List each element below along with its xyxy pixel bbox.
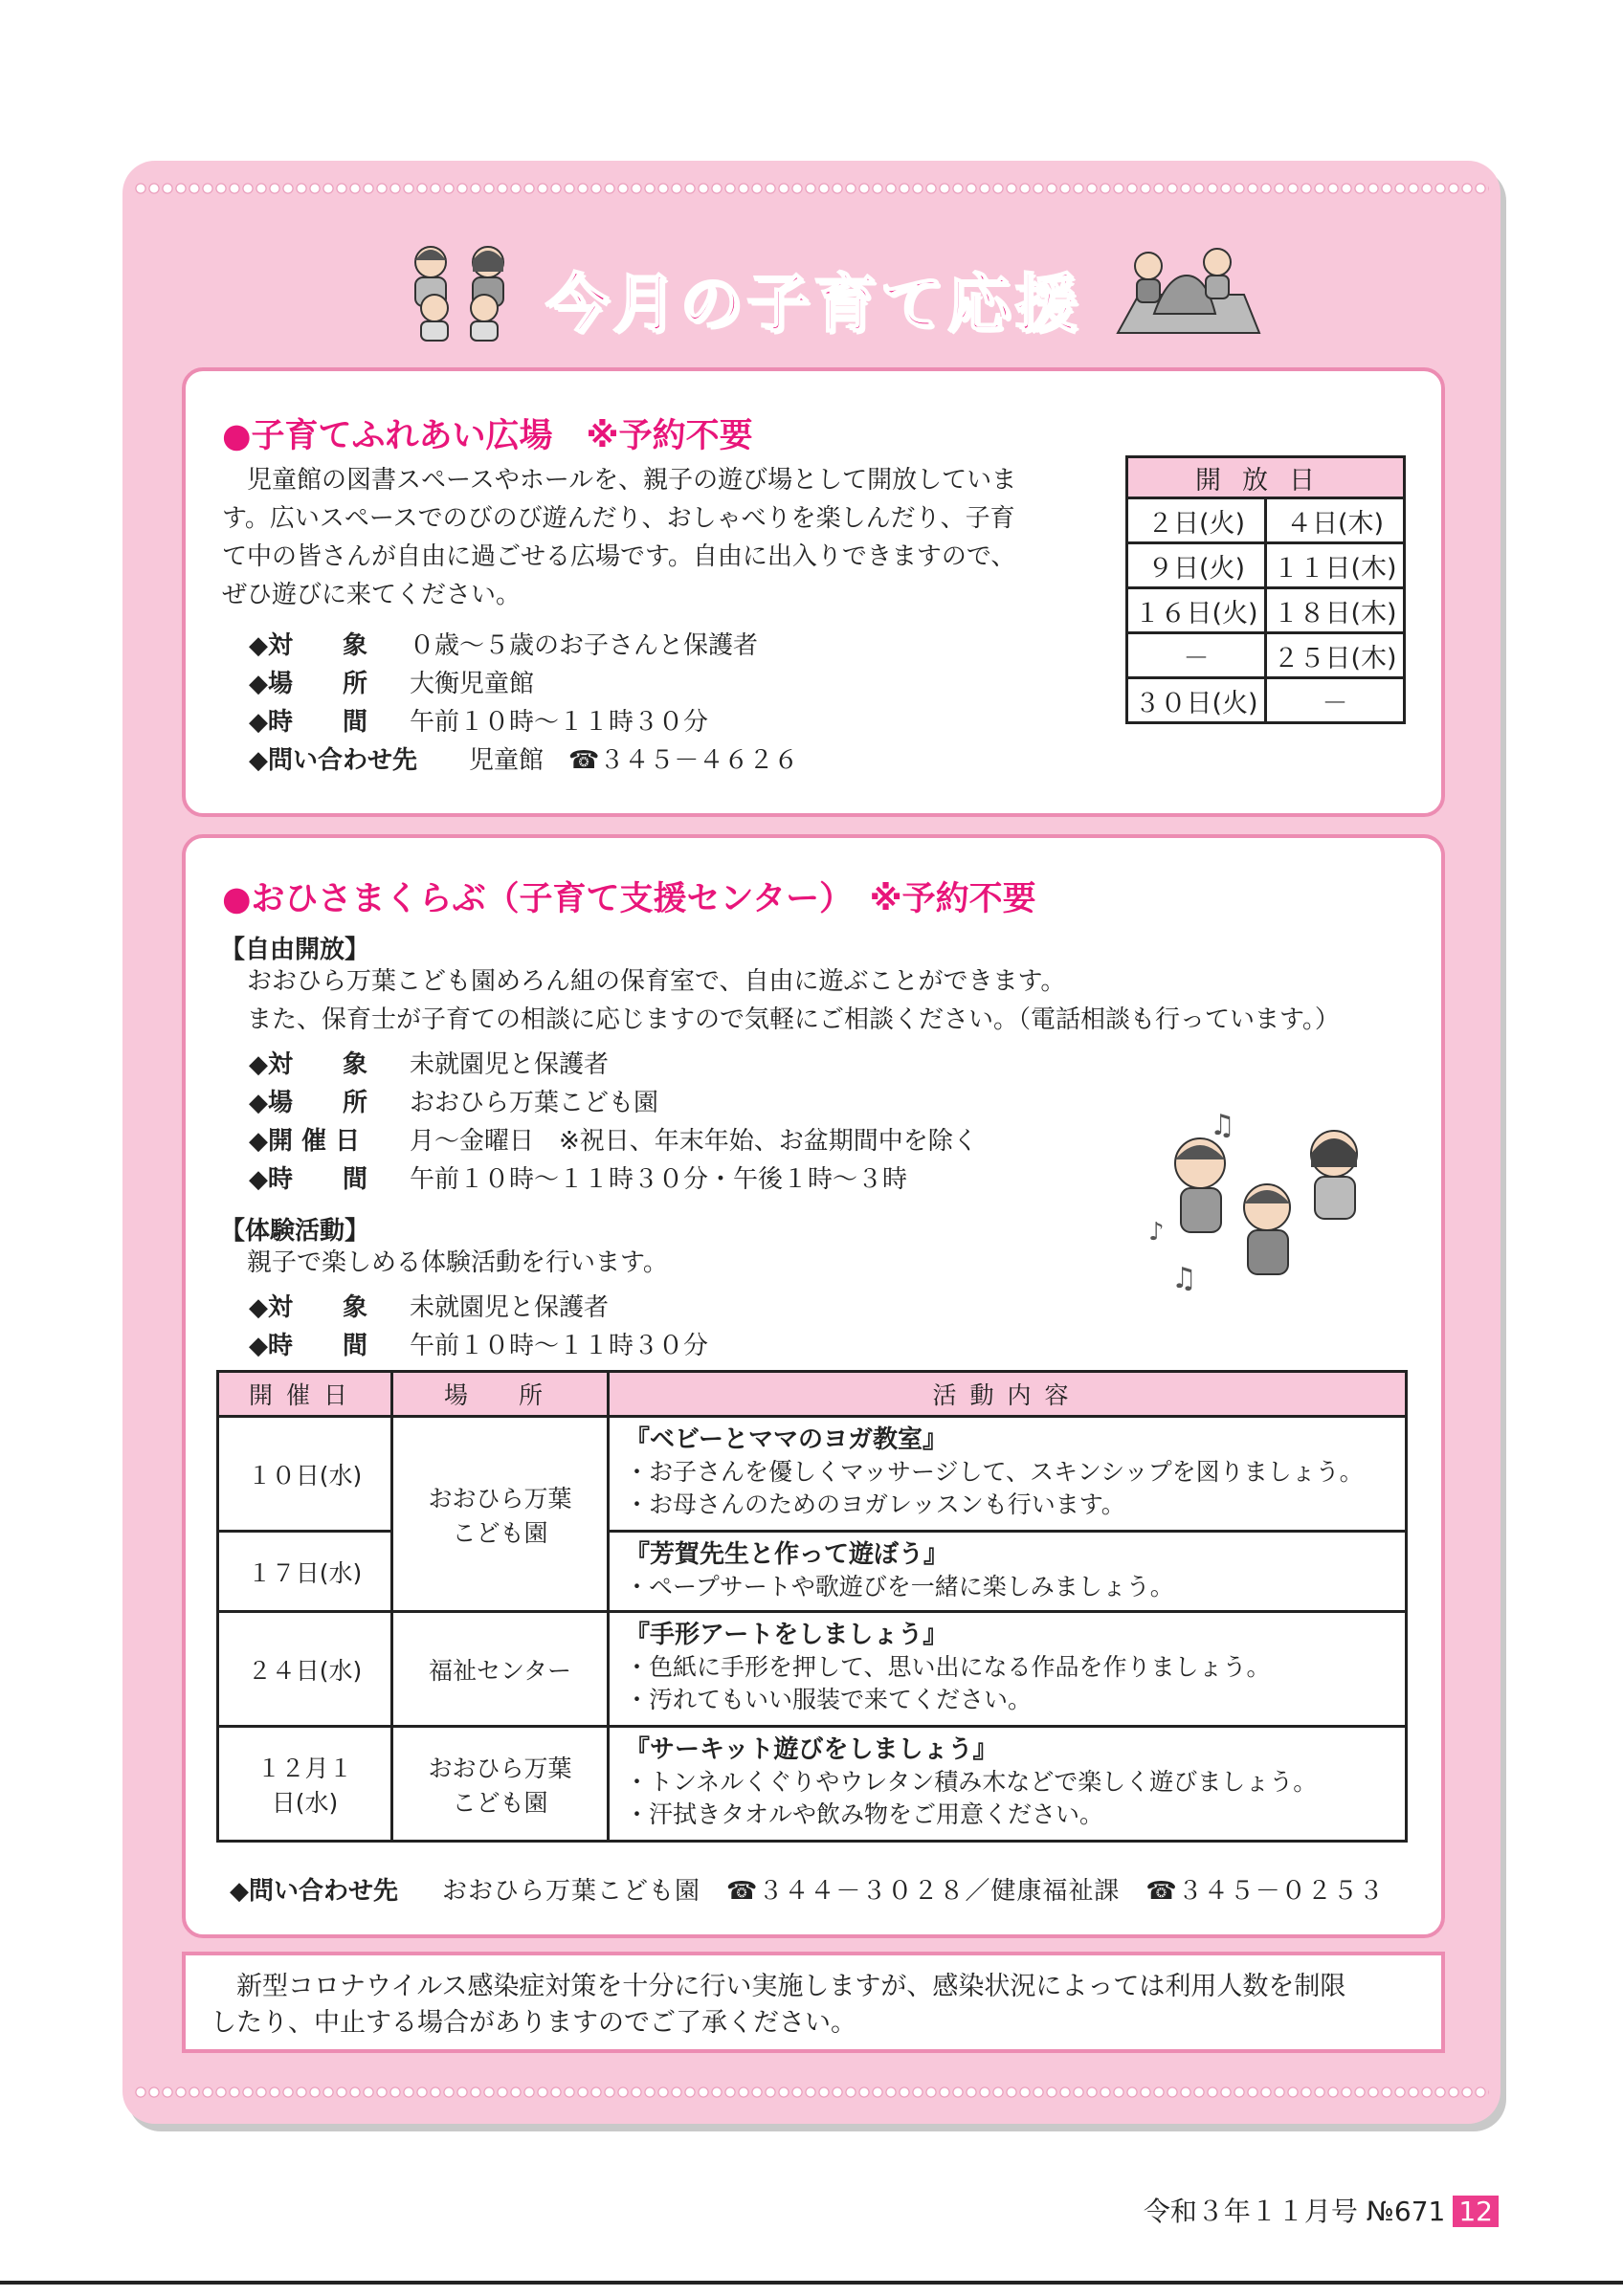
- page-number: 12: [1453, 2196, 1499, 2227]
- activity-cell: 『芳賀先生と作って遊ぼう』 ・ペープサートや歌遊びを一緒に楽しみましょう。: [609, 1532, 1407, 1612]
- column-header-date: 開催日: [218, 1372, 392, 1417]
- table-row: [218, 1417, 1407, 1532]
- column-header-place: 場 所: [392, 1372, 609, 1417]
- column-header-activity: 活動内容: [609, 1372, 1407, 1417]
- detail-target: ◆対 象 ０歳～５歳のお子さんと保護者: [249, 631, 759, 660]
- notice-line: 新型コロナウイルス感染症対策を十分に行い実施しますが、感染状況によっては利用人数を制限: [211, 1972, 1346, 2001]
- exp-detail-time: ◆時 間 午前１０時～１１時３０分: [249, 1332, 709, 1360]
- detail-place: ◆場 所 大衡児童館: [249, 670, 535, 698]
- activity-cell: 『サーキット遊びをしましょう』 ・トンネルくぐりやウレタン積み木などで楽しく遊びましょう。 ・汗拭きタオルや飲み物をご用意ください。: [609, 1727, 1407, 1842]
- open-day-cell: ２５日(木): [1266, 633, 1405, 678]
- place-cell: おおひら万葉こども園: [392, 1727, 609, 1842]
- place-cell: おおひら万葉こども園: [392, 1417, 609, 1612]
- bottom-rule: [0, 2281, 1623, 2285]
- section-heading: ●おひさまくらぶ（子育て支援センター） ※予約不要: [222, 880, 1036, 918]
- open-day-cell: ４日(木): [1266, 498, 1405, 543]
- free-open-title: 【自由開放】: [220, 936, 370, 964]
- bottom-scallop-border: [134, 2086, 1489, 2099]
- family-illustration-icon: [402, 237, 517, 342]
- detail-time: ◆時 間 午前１０時～１１時３０分: [249, 708, 709, 737]
- page-footer: [1144, 2191, 1499, 2229]
- description: [222, 461, 1016, 614]
- notice-line: したり、中止する場合がありますのでご了承ください。: [211, 2008, 856, 2038]
- date-cell: １７日(水): [218, 1532, 392, 1612]
- table-row: [218, 1727, 1407, 1842]
- covid-notice-panel: [182, 1952, 1445, 2053]
- open-day-cell: １６日(火): [1127, 588, 1266, 633]
- notice-text: [211, 1969, 1345, 2042]
- open-day-cell: ２日(火): [1127, 498, 1266, 543]
- date-cell: １０日(水): [218, 1417, 392, 1532]
- contact-row: ◆問い合わせ先 おおひら万葉こども園 ☎３４４－３０２８／健康福祉課 ☎３４５－０２５３: [230, 1877, 1385, 1906]
- issue-label: 令和３年１１月号 №671: [1143, 2196, 1446, 2227]
- experience-title: 【体験活動】: [220, 1217, 370, 1246]
- open-day-cell: ３０日(火): [1127, 678, 1266, 723]
- free-detail-days: ◆開 催 日 月～金曜日 ※祝日、年末年始、お盆期間中を除く: [249, 1127, 978, 1156]
- description-line: て中の皆さんが自由に過ごせる広場です。自由に出入りできますので、: [222, 542, 1016, 571]
- open-days-header: 開放日: [1127, 457, 1405, 498]
- svg-text:♪: ♪: [1148, 1218, 1165, 1247]
- description-line: す。広いスペースでのびのび遊んだり、おしゃべりを楽しんだり、子育: [222, 504, 1015, 533]
- place-cell: 福祉センター: [392, 1612, 609, 1727]
- date-cell: ２４日(水): [218, 1612, 392, 1727]
- open-day-cell: －: [1127, 633, 1266, 678]
- open-day-cell: －: [1266, 678, 1405, 723]
- experience-description: 親子で楽しめる体験活動を行います。: [247, 1248, 668, 1277]
- free-detail-place: ◆場 所 おおひら万葉こども園: [249, 1089, 659, 1117]
- svg-text:♫: ♫: [1210, 1109, 1235, 1142]
- description-line: また、保育士が子育ての相談に応じますので気軽にご相談ください。（電話相談も行っています。）: [247, 1005, 1340, 1034]
- table-row: [218, 1612, 1407, 1727]
- dancing-children-illustration-icon: [1143, 1096, 1401, 1297]
- activities-table: [216, 1370, 1408, 1843]
- section-heading: ●子育てふれあい広場 ※予約不要: [222, 417, 753, 455]
- title-row: [0, 237, 1623, 342]
- open-days-table: [1125, 455, 1406, 724]
- description-line: ぜひ遊びに来てください。: [222, 581, 522, 609]
- description-line: おおひら万葉こども園めろん組の保育室で、自由に遊ぶことができます。: [247, 967, 1066, 996]
- top-scallop-border: [134, 182, 1489, 195]
- svg-text:♫: ♫: [1171, 1262, 1197, 1295]
- date-cell: １２月１日(水): [218, 1727, 392, 1842]
- sandbox-play-illustration-icon: [1110, 237, 1263, 342]
- free-detail-target: ◆対 象 未就園児と保護者: [249, 1050, 610, 1079]
- exp-detail-target: ◆対 象 未就園児と保護者: [249, 1293, 610, 1322]
- open-day-cell: １１日(木): [1266, 543, 1405, 588]
- open-day-cell: ９日(火): [1127, 543, 1266, 588]
- activity-cell: 『手形アートをしましょう』 ・色紙に手形を押して、思い出になる作品を作りましょう。 ・汚れてもいい服装で来てください。: [609, 1612, 1407, 1727]
- description-line: 児童館の図書スペースやホールを、親子の遊び場として開放していま: [222, 466, 1017, 495]
- free-open-description: [247, 962, 1340, 1039]
- activity-cell: 『ベビーとママのヨガ教室』 ・お子さんを優しくマッサージして、スキンシップを図りましょう。 ・お母さんのためのヨガレッスンも行います。: [609, 1417, 1407, 1532]
- free-detail-time: ◆時 間 午前１０時～１１時３０分・午後１時～３時: [249, 1165, 908, 1194]
- open-day-cell: １８日(木): [1266, 588, 1405, 633]
- detail-contact: ◆問い合わせ先 児童館 ☎３４５－４６２６: [249, 746, 799, 775]
- page-title: 今月の子育て応援: [545, 267, 1081, 341]
